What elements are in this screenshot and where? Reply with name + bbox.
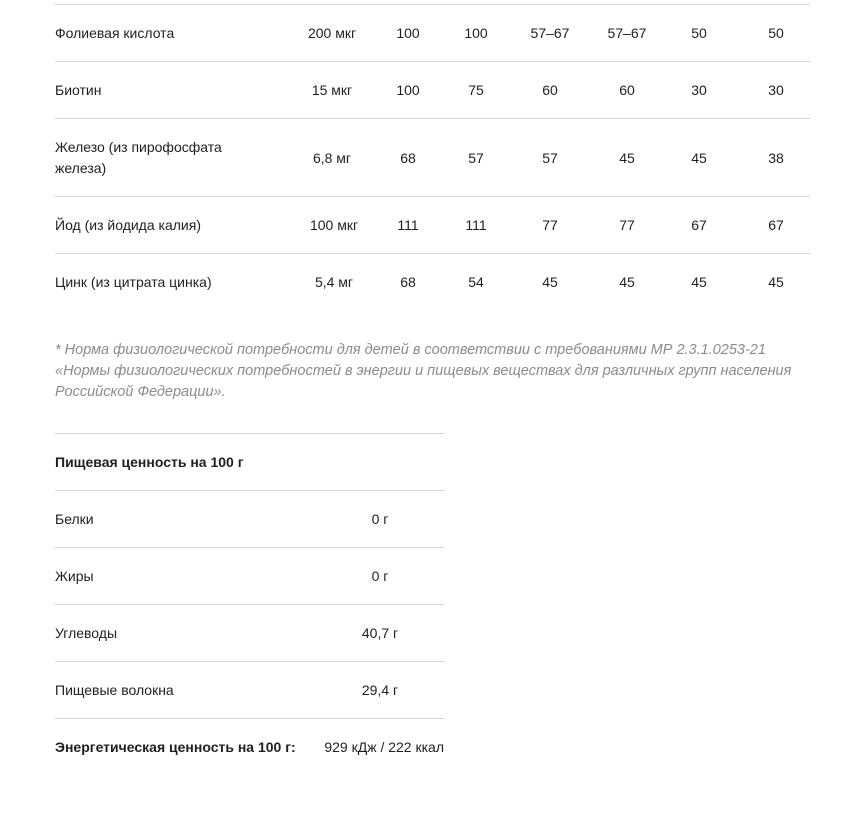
table-row (55, 118, 810, 196)
row-value: 60 (542, 82, 558, 98)
row-value: 67 (768, 217, 784, 233)
row-amount: 15 мкг (311, 82, 353, 98)
row-label: Жиры (55, 568, 94, 584)
table-row (55, 196, 810, 253)
table-row (55, 661, 444, 718)
row-value: 77 (619, 217, 635, 233)
row-value: 0 г (371, 511, 389, 527)
nutrition-title-label: Пищевая ценность на 100 г (55, 454, 244, 470)
row-value: 75 (468, 82, 484, 98)
row-label: Углеводы (55, 625, 118, 641)
row-value: 40,7 г (361, 625, 399, 641)
row-value: 57–67 (530, 25, 570, 41)
row-label: Пищевые волокна (55, 682, 174, 698)
row-amount: 200 мкг (307, 25, 357, 41)
row-value: 30 (691, 82, 707, 98)
table-row (55, 490, 444, 547)
row-value: 57–67 (607, 25, 647, 41)
row-value: 45 (691, 149, 707, 166)
row-value: 50 (691, 25, 707, 41)
row-value: 100 (464, 25, 488, 41)
row-value: 68 (400, 149, 416, 166)
table-row (55, 4, 810, 61)
row-value: 57 (542, 149, 558, 166)
row-name: Цинк (из цитрата цинка) (55, 273, 212, 290)
energy-row (55, 718, 444, 775)
nutrition-title (55, 433, 444, 490)
row-label: Белки (55, 511, 94, 527)
row-value: 67 (691, 217, 707, 233)
row-value: 0 г (371, 568, 389, 584)
footnote: * Норма физиологической потребности для детей в соответствии с требованиями МР 2.3.1.0253-21 «Нормы физиологических потребностей в энергии и пищевых веществах для различных групп населения Российской Федерации». (55, 342, 792, 400)
row-amount: 100 мкг (309, 217, 359, 233)
row-value: 54 (468, 274, 484, 290)
row-value: 45 (691, 274, 707, 290)
row-name: Железо (из пирофосфата железа) (55, 138, 222, 176)
row-amount: 6,8 мг (312, 149, 352, 166)
row-value: 45 (619, 274, 635, 290)
row-value: 45 (619, 149, 635, 166)
row-value: 111 (465, 217, 487, 233)
row-value: 30 (768, 82, 784, 98)
row-name: Биотин (55, 81, 102, 98)
row-value: 45 (768, 274, 784, 290)
table-row (55, 547, 444, 604)
row-value: 111 (397, 217, 419, 233)
row-value: 45 (542, 274, 558, 290)
row-value: 77 (542, 217, 558, 233)
row-name: Фолиевая кислота (55, 24, 175, 41)
row-value: 100 (396, 82, 420, 98)
energy-label: Энергетическая ценность на 100 г: (55, 739, 296, 755)
nutrition-table (55, 433, 444, 775)
row-value: 50 (768, 25, 784, 41)
row-value: 38 (768, 149, 784, 166)
row-name: Йод (из йодида калия) (55, 216, 201, 233)
row-value: 100 (396, 25, 420, 41)
table-row (55, 253, 810, 310)
energy-value: 929 кДж / 222 ккал (324, 739, 444, 755)
row-amount: 5,4 мг (314, 274, 354, 290)
row-value: 60 (619, 82, 635, 98)
row-value: 68 (400, 274, 416, 290)
table-row (55, 604, 444, 661)
row-value: 29,4 г (361, 682, 399, 698)
table-row (55, 61, 810, 118)
vitamin-table (55, 4, 810, 310)
row-value: 57 (468, 149, 484, 166)
